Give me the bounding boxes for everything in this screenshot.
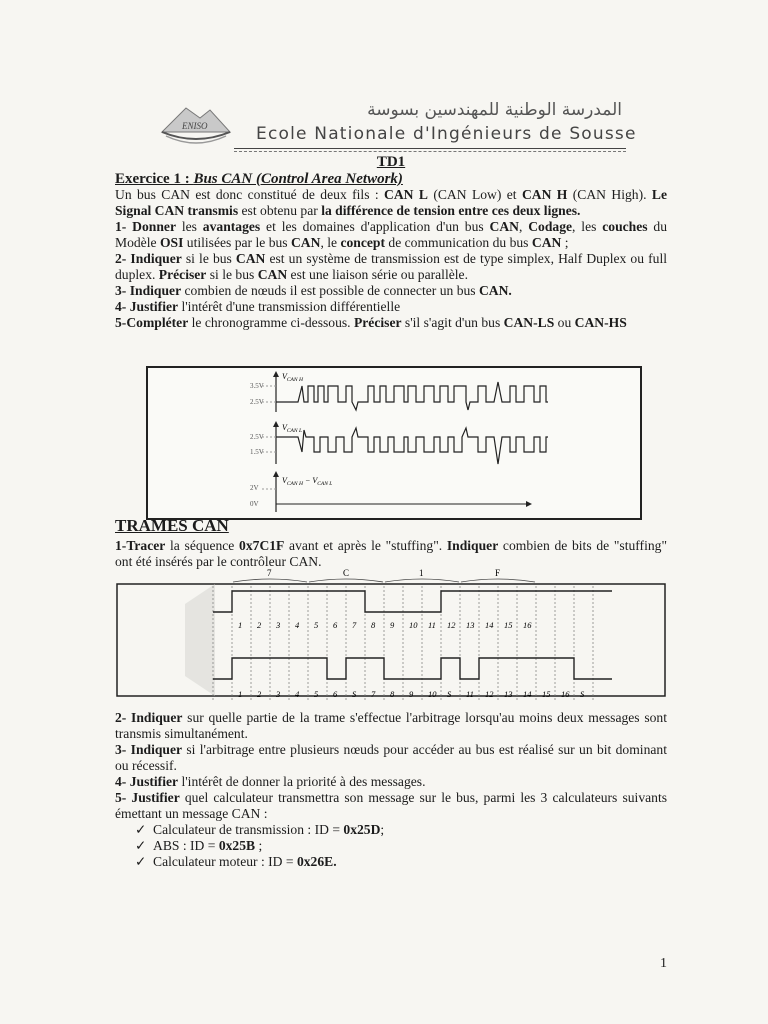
text-segment: Indiquer: [446, 538, 499, 553]
bit-index: 13: [466, 620, 475, 630]
arbitration-questions: [115, 710, 667, 870]
hex-label: 1: [419, 568, 424, 578]
text-segment: Calculateur de transmission : ID =: [153, 822, 344, 837]
stuffing-figure: [115, 568, 667, 706]
check-icon: ✓: [135, 822, 147, 837]
text-segment: CAN: [531, 235, 562, 250]
text-segment: Calculateur moteur : ID =: [153, 854, 297, 869]
text-segment: ;: [380, 822, 385, 837]
calculator-item: [115, 838, 667, 854]
text-segment: est un système de transmission est de type simplex, Half Duplex ou full duplex.: [115, 251, 667, 282]
question-2: [115, 251, 667, 283]
text-segment: la différence de tension entre ces deux lignes.: [321, 203, 581, 218]
question-list: [115, 219, 667, 331]
text-segment: combien de nœuds il est possible de connecter un bus: [181, 283, 479, 298]
bit-index: 4: [295, 620, 300, 630]
text-segment: 5- Justifier: [115, 790, 180, 805]
bit-index: 1: [238, 620, 243, 630]
text-segment: 3- Indiquer: [115, 283, 182, 298]
text-segment: 2- Indiquer: [115, 251, 182, 266]
text-segment: Préciser: [158, 267, 207, 282]
text-segment: , le: [320, 235, 341, 250]
question-1: [115, 219, 667, 251]
logo-text: ENISO: [182, 121, 208, 131]
text-segment: ABS : ID =: [153, 838, 219, 853]
signal-after-stuffing: [213, 658, 612, 679]
text-segment: les: [175, 219, 203, 234]
stuffing-svg: [115, 568, 667, 706]
arrow-icon: [273, 421, 279, 427]
text-segment: ou: [554, 315, 575, 330]
bit-index: 3: [276, 620, 281, 630]
bit-index-stuffed: 11: [466, 689, 474, 699]
bit-index: 10: [409, 620, 418, 630]
text-segment: 0x26E.: [296, 854, 337, 869]
text-segment: 0x7C1F: [239, 538, 285, 553]
bit-index-stuffed: S: [447, 689, 452, 699]
vdiff-level-low: 0V: [250, 500, 259, 508]
bit-index-stuffed: 3: [276, 689, 281, 699]
exercise-label: Exercice 1 :: [115, 171, 194, 187]
text-segment: Un bus CAN est donc constitué de deux fils :: [115, 187, 385, 202]
bit-index: 11: [428, 620, 436, 630]
header-rule: [234, 148, 626, 149]
text-segment: avantages: [202, 219, 261, 234]
text-segment: , les: [572, 219, 603, 234]
vcanh-label: $V_{CAN H}$: [282, 372, 303, 383]
school-name-arabic: المدرسة الوطنية للمهندسين بسوسة: [367, 100, 622, 120]
text-segment: concept: [340, 235, 385, 250]
text-segment: CAN: [235, 251, 266, 266]
text-segment: 0x25B: [218, 838, 256, 853]
bit-index: 8: [371, 620, 376, 630]
bit-index-stuffed: 2: [257, 689, 262, 699]
text-segment: la séquence: [165, 538, 240, 553]
bit-index-stuffed: S: [352, 689, 357, 699]
signal-vcanh: [276, 382, 548, 410]
bit-index: 7: [352, 620, 357, 630]
text-segment: CAN: [257, 267, 288, 282]
question-4: [115, 774, 667, 790]
bit-index-stuffed: 1: [238, 689, 243, 699]
bit-index-stuffed: 16: [561, 689, 570, 699]
text-segment: CAN: [290, 235, 321, 250]
hex-label: 7: [267, 568, 272, 578]
bit-index-stuffed: 4: [295, 689, 300, 699]
bit-index-stuffed: 15: [542, 689, 551, 699]
text-segment: Codage: [528, 219, 573, 234]
question-5: [115, 790, 667, 822]
school-name: Ecole Nationale d'Ingénieurs de Sousse: [256, 124, 637, 144]
bit-index: 12: [447, 620, 456, 630]
signal-vcanl: [276, 428, 548, 464]
text-segment: CAN: [489, 219, 519, 234]
bit-index: 9: [390, 620, 395, 630]
hex-label: F: [495, 568, 501, 578]
exercise-intro: [115, 187, 667, 219]
chronogram-figure: [146, 366, 642, 520]
text-segment: 4- Justifier: [115, 299, 179, 314]
vdiff-label: $V_{CAN H} - V_{CAN L}$: [282, 476, 333, 487]
signal-before-stuffing: [213, 591, 612, 612]
bit-index: 14: [485, 620, 494, 630]
text-segment: 5-Compléter: [115, 315, 189, 330]
calculator-item: [115, 854, 667, 870]
vcanl-level-low: 1.5V: [250, 448, 264, 456]
bit-index: 5: [314, 620, 319, 630]
hex-brace: [461, 579, 535, 582]
page-number: 1: [660, 956, 667, 971]
question-5: [115, 315, 667, 331]
vcanh-level-low: 2.5V: [250, 398, 264, 406]
header-rule-dashed: [234, 151, 626, 152]
bit-index-stuffed: 12: [485, 689, 494, 699]
exercise-title: [115, 171, 667, 187]
text-segment: et les domaines d'application d'un bus: [260, 219, 490, 234]
text-segment: l'intérêt de donner la priorité à des messages.: [178, 774, 426, 789]
text-segment: OSI: [159, 235, 184, 250]
text-segment: couches: [602, 219, 648, 234]
bit-index: 6: [333, 620, 338, 630]
text-segment: (CAN Low) et: [427, 187, 522, 202]
text-segment: 4- Justifier: [115, 774, 179, 789]
bit-index-stuffed: 9: [409, 689, 414, 699]
bit-index-stuffed: 8: [390, 689, 395, 699]
text-segment: si le bus: [206, 267, 258, 282]
question-2: [115, 710, 667, 742]
bit-index-stuffed: 13: [504, 689, 513, 699]
text-segment: CAN H: [521, 187, 568, 202]
text-segment: 1-Tracer: [115, 538, 166, 553]
text-segment: CAN-LS: [503, 315, 555, 330]
hex-brace: [385, 579, 459, 582]
text-segment: 2- Indiquer: [115, 710, 183, 725]
bit-index-stuffed: 10: [428, 689, 437, 699]
hex-brace: [309, 579, 383, 582]
bit-index-stuffed: 7: [371, 689, 376, 699]
exercise-section: [115, 154, 667, 331]
text-segment: s'il s'agit d'un bus: [401, 315, 504, 330]
text-segment: utilisées par le bus: [183, 235, 291, 250]
text-segment: CAN.: [478, 283, 512, 298]
arrow-icon: [273, 371, 279, 377]
question-3: [115, 283, 667, 299]
text-segment: de communication du bus: [385, 235, 532, 250]
text-segment: sur quelle partie de la trame s'effectue l'arbitrage lorsqu'au moins deux messages sont transmis simultanément.: [115, 710, 667, 741]
exercise-topic: Bus CAN (Control Area Network): [193, 171, 403, 187]
check-icon: ✓: [135, 854, 147, 869]
chronogram-svg: [148, 368, 640, 518]
text-segment: le chronogramme ci-dessous.: [188, 315, 354, 330]
bit-index: 2: [257, 620, 262, 630]
check-icon: ✓: [135, 838, 147, 853]
bit-index-stuffed: S: [580, 689, 585, 699]
text-segment: combien de bits de "stuffing" ont été insérés par le contrôleur CAN.: [115, 538, 667, 569]
text-segment: CAN-HS: [574, 315, 627, 330]
trames-question-1: [115, 538, 667, 570]
header: [160, 96, 637, 156]
vcanh-level-high: 3.5V: [250, 382, 264, 390]
text-segment: si le bus: [181, 251, 236, 266]
arrow-icon: [273, 471, 279, 477]
text-segment: 1- Donner: [115, 219, 176, 234]
text-segment: si l'arbitrage entre plusieurs nœuds pour accéder au bus est réalisé sur un bit dominant ou récessif.: [115, 742, 667, 773]
school-logo: [160, 102, 232, 148]
bit-index: 16: [523, 620, 532, 630]
text-segment: est obtenu par: [238, 203, 322, 218]
text-segment: l'intérêt d'une transmission différentielle: [178, 299, 401, 314]
question-4: [115, 299, 667, 315]
vcanl-label: $V_{CAN L}$: [282, 423, 303, 434]
text-segment: ;: [561, 235, 569, 250]
text-segment: 0x25D: [343, 822, 381, 837]
calculator-list: [115, 822, 667, 870]
text-segment: est une liaison série ou parallèle.: [287, 267, 468, 282]
bit-index-stuffed: 6: [333, 689, 338, 699]
trames-heading: TRAMES CAN: [115, 516, 229, 535]
text-segment: CAN L: [384, 187, 428, 202]
hex-label: C: [343, 568, 350, 578]
text-segment: avant et après le "stuffing".: [284, 538, 447, 553]
text-segment: Le Signal CAN transmis: [115, 187, 667, 218]
text-segment: 3- Indiquer: [115, 742, 183, 757]
bit-index-stuffed: 5: [314, 689, 319, 699]
text-segment: ;: [255, 838, 263, 853]
text-segment: quel calculateur transmettra son message sur le bus, parmi les 3 calculateurs suivants émettant un message CAN :: [115, 790, 668, 821]
text-segment: (CAN High).: [567, 187, 652, 202]
vcanl-level-high: 2.5V: [250, 433, 264, 441]
text-segment: du Modèle: [115, 219, 668, 250]
text-segment: Préciser: [353, 315, 402, 330]
figure-shadow: [185, 584, 215, 696]
calculator-item: [115, 822, 667, 838]
text-segment: ,: [518, 219, 529, 234]
vdiff-level-high: 2V: [250, 484, 259, 492]
bit-index-stuffed: 14: [523, 689, 532, 699]
hex-brace: [233, 579, 307, 582]
arrow-icon: [526, 501, 532, 507]
bit-index: 15: [504, 620, 513, 630]
td-title: TD1: [376, 154, 406, 170]
question-3: [115, 742, 667, 774]
